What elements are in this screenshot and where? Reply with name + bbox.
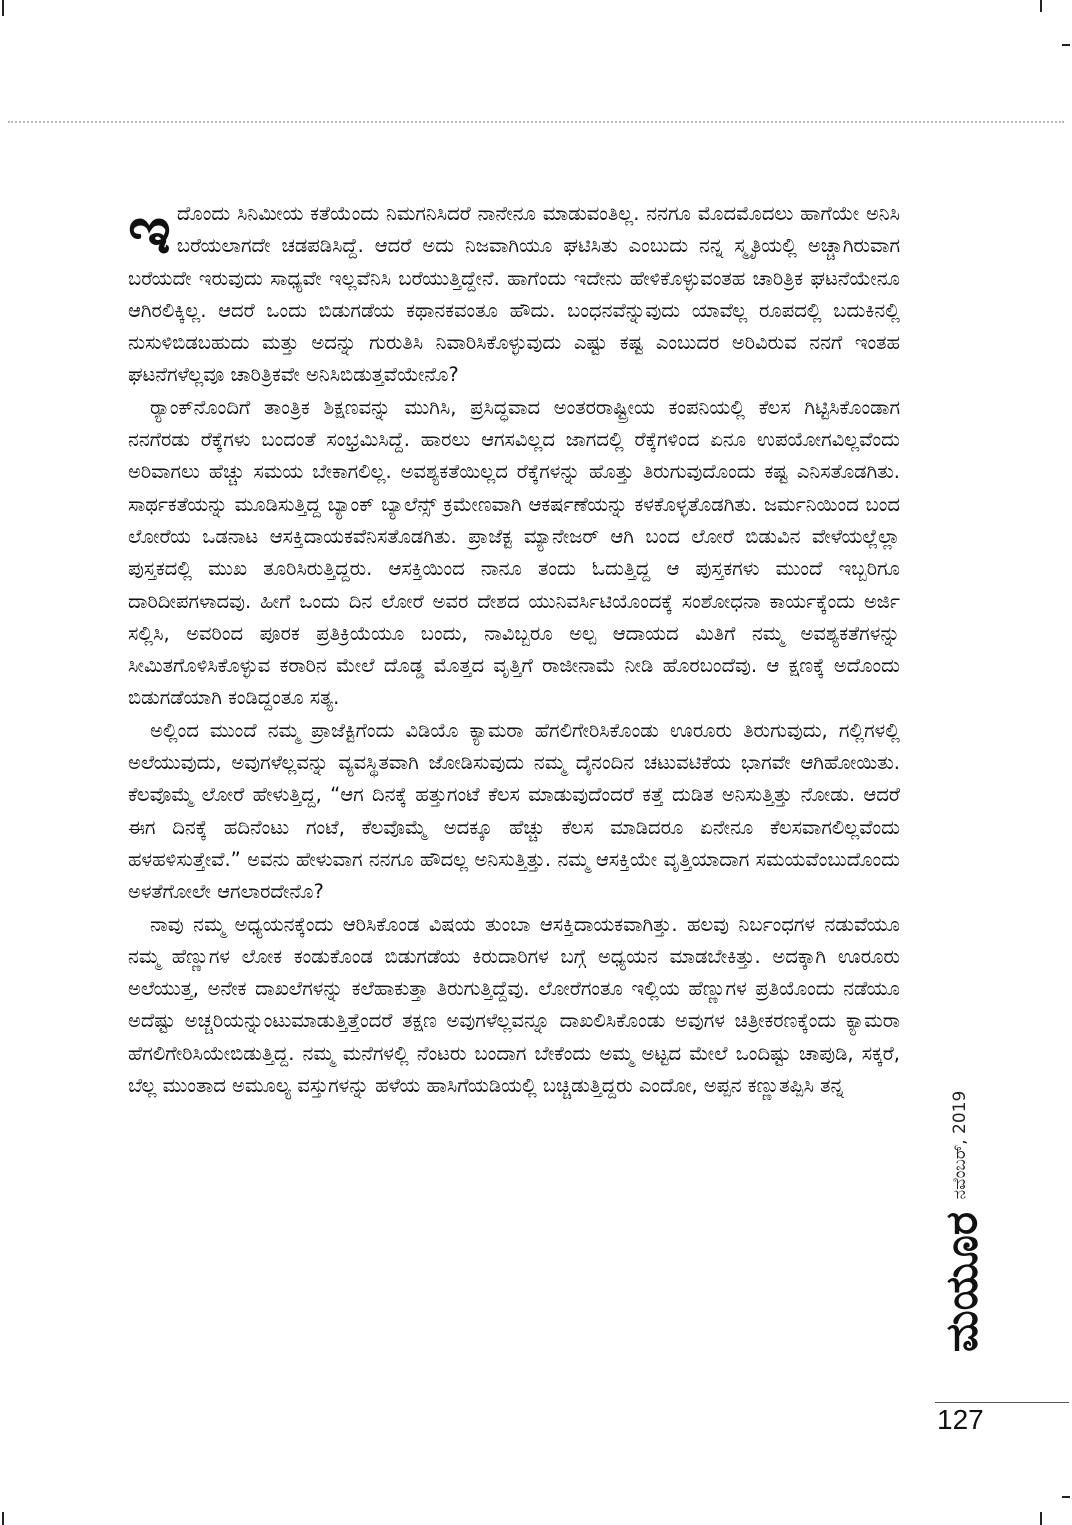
- header-dotted-rule: [8, 121, 1064, 123]
- drop-cap: ಇ: [128, 192, 171, 269]
- crop-mark-right-lower: [1062, 1496, 1070, 1498]
- article-body: [128, 192, 900, 1102]
- paragraph-2: ರ್‍ಯಾಂಕ್‌ನೊಂದಿಗೆ ತಾಂತ್ರಿಕ ಶಿಕ್ಷಣವನ್ನು ಮುಗಿಸಿ, ಪ್ರಸಿದ್ಧವಾದ ಅಂತರರಾಷ್ಟ್ರೀಯ ಕಂಪನಿಯಲ್ಲಿ ಕೆಲಸ ಗಿಟ್ಟಿಸಿಕೊಂಡಾಗ ನನಗೆರಡು ರೆಕ್ಕೆಗಳು ಬಂದಂತೆ ಸಂಭ್ರಮಿಸಿದ್ದೆ. ಹಾರಲು ಆಗಸವಿಲ್ಲದ ಜಾಗದಲ್ಲಿ ರೆಕ್ಕೆಗಳಿಂದ ಏನೂ ಉಪಯೋಗವಿಲ್ಲವೆಂದು ಅರಿವಾಗಲು ಹೆಚ್ಚು ಸಮಯ ಬೇಕಾಗಲಿಲ್ಲ. ಅವಶ್ಯಕತೆಯಿಲ್ಲದ ರೆಕ್ಕೆಗಳನ್ನು ಹೊತ್ತು ತಿರುಗುವುದೊಂದು ಕಷ್ಟ ಎನಿಸತೊಡಗಿತು. ಸಾರ್ಥಕತೆಯನ್ನು ಮೂಡಿಸುತ್ತಿದ್ದ ಬ್ಯಾಂಕ್ ಬ್ಯಾಲೆನ್ಸ್ ಕ್ರಮೇಣವಾಗಿ ಆಕರ್ಷಣೆಯನ್ನು ಕಳಕೊಳ್ಳತೊಡಗಿತು. ಜರ್ಮನಿಯಿಂದ ಬಂದ ಲೋರೆಯ ಒಡನಾಟ ಆಸಕ್ತಿದಾಯಕವೆನಿಸತೊಡಗಿತು. ಪ್ರಾಜೆಕ್ಟ ಮ್ಯಾನೇಜರ್ ಆಗಿ ಬಂದ ಲೋರೆ ಬಿಡುವಿನ ವೇಳೆಯಲ್ಲೆಲ್ಲಾ ಪುಸ್ತಕದಲ್ಲಿ ಮುಖ ತೂರಿಸಿರುತ್ತಿದ್ದರು. ಆಸಕ್ತಿಯಿಂದ ನಾನೂ ತಂದು ಓದುತ್ತಿದ್ದ ಆ ಪುಸ್ತಕಗಳು ಮುಂದೆ ಇಬ್ಬರಿಗೂ ದಾರಿದೀಪಗಳಾದವು. ಹೀಗೆ ಒಂದು ದಿನ ಲೋರೆ ಅವರ ದೇಶದ ಯುನಿವರ್ಸಿಟಿಯೊಂದಕ್ಕೆ ಸಂಶೋಧನಾ ಕಾರ್ಯಕ್ಕೆಂದು ಅರ್ಜಿ ಸಲ್ಲಿಸಿ, ಅವರಿಂದ ಪೂರಕ ಪ್ರತಿಕ್ರಿಯೆಯೂ ಬಂದು, ನಾವಿಬ್ಬರೂ ಅಲ್ಪ ಆದಾಯದ ಮಿತಿಗೆ ನಮ್ಮ ಅವಶ್ಯಕತೆಗಳನ್ನು ಸೀಮಿತಗೊಳಿಸಿಕೊಳ್ಳುವ ಕರಾರಿನ ಮೇಲೆ ದೊಡ್ಡ ಮೊತ್ತದ ವೃತ್ತಿಗೆ ರಾಜೀನಾಮೆ ನೀಡಿ ಹೊರಬಂದೆವು. ಆ ಕ್ಷಣಕ್ಕೆ ಅದೊಂದು ಬಿಡುಗಡೆಯಾಗಿ ಕಂಡಿದ್ದಂತೂ ಸತ್ಯ.: [128, 395, 900, 710]
- crop-mark-right-upper: [1062, 44, 1070, 46]
- footer-rule: [935, 1402, 1069, 1403]
- magazine-logo: ಮಯೂರ: [936, 1211, 988, 1353]
- paragraph-4: ನಾವು ನಮ್ಮ ಅಧ್ಯಯನಕ್ಕೆಂದು ಆರಿಸಿಕೊಂಡ ವಿಷಯ ತುಂಬಾ ಆಸಕ್ತಿದಾಯಕವಾಗಿತ್ತು. ಹಲವು ನಿರ್ಬಂಧಗಳ ನಡುವೆಯೂ ನಮ್ಮ ಹೆಣ್ಣುಗಳ ಲೋಕ ಕಂಡುಕೊಂಡ ಬಿಡುಗಡೆಯ ಕಿರುದಾರಿಗಳ ಬಗ್ಗೆ ಅಧ್ಯಯನ ಮಾಡಬೇಕಿತ್ತು. ಅದಕ್ಕಾಗಿ ಊರೂರು ಅಲೆಯುತ್ತ, ಅನೇಕ ದಾಖಲೆಗಳನ್ನು ಕಲೆಹಾಕುತ್ತಾ ತಿರುಗುತ್ತಿದ್ದೆವು. ಲೋರೆಗಂತೂ ಇಲ್ಲಿಯ ಹೆಣ್ಣುಗಳ ಪ್ರತಿಯೊಂದು ನಡೆಯೂ ಅದೆಷ್ಟು ಅಚ್ಚರಿಯನ್ನುಂಟುಮಾಡುತ್ತಿತ್ತೆಂದರೆ ತಕ್ಷಣ ಅವುಗಳೆಲ್ಲವನ್ನೂ ದಾಖಲಿಸಿಕೊಂಡು ಅವುಗಳ ಚಿತ್ರೀಕರಣಕ್ಕೆಂದು ಕ್ಯಾಮರಾ ಹೆಗಲಿಗೇರಿಸಿಯೇಬಿಡುತ್ತಿದ್ದ. ನಮ್ಮ ಮನೆಗಳಲ್ಲಿ ನೆಂಟರು ಬಂದಾಗ ಬೇಕೆಂದು ಅಮ್ಮ ಅಟ್ಟದ ಮೇಲೆ ಒಂದಿಷ್ಟು ಚಾಪುಡಿ, ಸಕ್ಕರೆ, ಬೆಲ್ಲ ಮುಂತಾದ ಅಮೂಲ್ಯ ವಸ್ತುಗಳನ್ನು ಹಳೆಯ ಹಾಸಿಗೆಯಡಿಯಲ್ಲಿ ಬಚ್ಚಿಡುತ್ತಿದ್ದರು ಎಂದೋ, ಅಪ್ಪನ ಕಣ್ಣುತಪ್ಪಿಸಿ ತನ್ನ: [128, 912, 900, 1098]
- page-number: 127: [937, 1404, 984, 1435]
- paragraph-1: [128, 192, 900, 392]
- paragraph-1-text: ದೊಂದು ಸಿನಿಮೀಯ ಕತೆಯೆಂದು ನಿಮಗನಿಸಿದರೆ ನಾನೇನೂ ಮಾಡುವಂತಿಲ್ಲ. ನನಗೂ ಮೊದಮೊದಲು ಹಾಗೆಯೇ ಅನಿಸಿ ಬರೆಯಲಾಗದೇ ಚಡಪಡಿಸಿದ್ದೆ. ಆದರೆ ಅದು ನಿಜವಾಗಿಯೂ ಘಟಿಸಿತು ಎಂಬುದು ನನ್ನ ಸ್ಮೃತಿಯಲ್ಲಿ ಅಚ್ಚಾಗಿರುವಾಗ ಬರೆಯದೇ ಇರುವುದು ಸಾಧ್ಯವೇ ಇಲ್ಲವೆನಿಸಿ ಬರೆಯುತ್ತಿದ್ದೇನೆ. ಹಾಗೆಂದು ಇದೇನು ಹೇಳಿಕೊಳ್ಳುವಂತಹ ಚಾರಿತ್ರಿಕ ಘಟನೆಯೇನೂ ಆಗಿರಲಿಕ್ಕಿಲ್ಲ. ಆದರೆ ಒಂದು ಬಿಡುಗಡೆಯ ಕಥಾನಕವಂತೂ ಹೌದು. ಬಂಧನವೆನ್ನುವುದು ಯಾವೆಲ್ಲ ರೂಪದಲ್ಲಿ ಬದುಕಿನಲ್ಲಿ ನುಸುಳಿಬಿಡಬಹುದು ಮತ್ತು ಅದನ್ನು ಗುರುತಿಸಿ ನಿವಾರಿಸಿಕೊಳ್ಳುವುದು ಎಷ್ಟು ಕಷ್ಟ ಎಂಬುದರ ಅರಿವಿರುವ ನನಗೆ ಇಂತಹ ಘಟನೆಗಳೆಲ್ಲವೂ ಚಾರಿತ್ರಿಕವೇ ಅನಿಸಿಬಿಡುತ್ತವೆಯೇನೊ?: [128, 202, 900, 387]
- crop-mark-top-left: [2, 0, 4, 16]
- crop-mark-bottom-left: [2, 1512, 4, 1525]
- issue-date: ನವೆಂಬರ್, 2019: [950, 1090, 970, 1200]
- paragraph-3: ಅಲ್ಲಿಂದ ಮುಂದೆ ನಮ್ಮ ಪ್ರಾಜೆಕ್ಟಿಗೆಂದು ವಿಡಿಯೊ ಕ್ಯಾಮರಾ ಹೆಗಲಿಗೇರಿಸಿಕೊಂಡು ಊರೂರು ತಿರುಗುವುದು, ಗಲ್ಲಿಗಳಲ್ಲಿ ಅಲೆಯುವುದು, ಅವುಗಳೆಲ್ಲವನ್ನು ವ್ಯವಸ್ಥಿತವಾಗಿ ಜೋಡಿಸುವುದು ನಮ್ಮ ದೈನಂದಿನ ಚಟುವಟಿಕೆಯ ಭಾಗವೇ ಆಗಿಹೋಯಿತು. ಕೆಲವೊಮ್ಮೆ ಲೋರೆ ಹೇಳುತ್ತಿದ್ದ, “ಆಗ ದಿನಕ್ಕೆ ಹತ್ತುಗಂಟೆ ಕೆಲಸ ಮಾಡುವುದೆಂದರೆ ಕತ್ತೆ ದುಡಿತ ಅನಿಸುತ್ತಿತ್ತು ನೋಡು. ಆದರೆ ಈಗ ದಿನಕ್ಕೆ ಹದಿನೆಂಟು ಗಂಟೆ, ಕೆಲವೊಮ್ಮೆ ಅದಕ್ಕೂ ಹೆಚ್ಚು ಕೆಲಸ ಮಾಡಿದರೂ ಏನೇನೂ ಕೆಲಸವಾಗಲಿಲ್ಲವೆಂದು ಹಳಹಳಿಸುತ್ತೇವೆ.” ಅವನು ಹೇಳುವಾಗ ನನಗೂ ಹೌದಲ್ಲ ಅನಿಸುತ್ತಿತ್ತು. ನಮ್ಮ ಆಸಕ್ತಿಯೇ ವೃತ್ತಿಯಾದಾಗ ಸಮಯವೆಂಬುದೊಂದು ಅಳತೆಗೋಲೇ ಆಗಲಾರದೇನೊ?: [128, 718, 900, 904]
- crop-mark-top-right: [1040, 0, 1042, 12]
- crop-mark-bottom-right: [1040, 1512, 1042, 1525]
